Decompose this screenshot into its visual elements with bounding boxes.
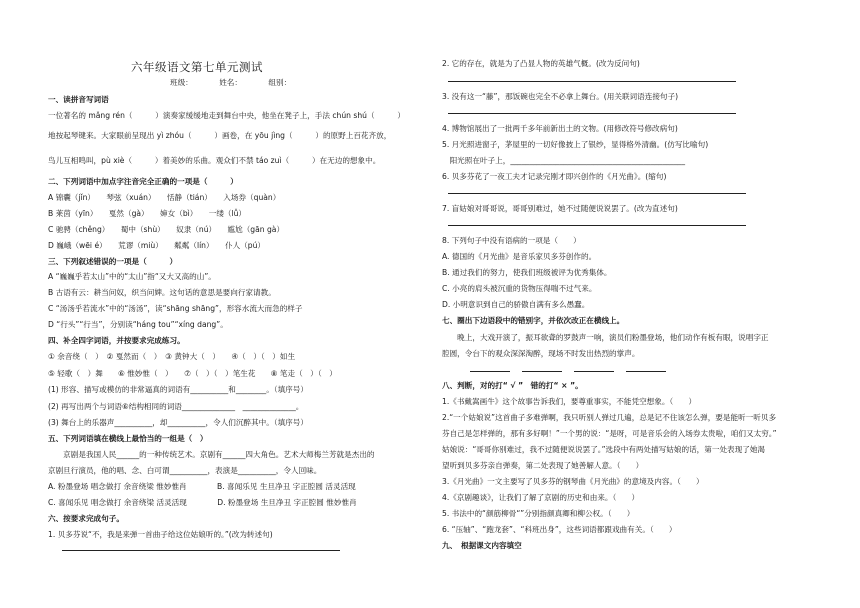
- question-line: 京剧是我国人民______的一种传统艺术。京剧有______四大角色。艺术大师梅兰芳就是杰出的: [48, 450, 375, 459]
- question-line: ⑤ 轻歌（ ）舞 ⑥ 惟妙惟（ ） ⑦（ ）（ ）笔生花 ⑧ 笔走（ ）（ ）: [48, 369, 337, 378]
- question-line: 2. 它的存在，就是为了凸显人物的英雄气概。(改为反问句): [442, 59, 640, 68]
- answer-line: [626, 371, 666, 372]
- section-heading: 五、下列词语填在横线上最恰当的一组是（ ）: [48, 434, 208, 443]
- answer-line: [448, 81, 736, 82]
- question-line: 鸟儿互相鸣叫，pù xiè（ ）着美妙的乐曲。观众们不禁 táo zuì（ ）在无边的想象中。: [48, 156, 381, 165]
- question-line: C. 小亮的肩头被沉重的货物压得喘不过气来。: [442, 284, 597, 293]
- student-info: [170, 77, 315, 88]
- question-line: B 古语有云：耕当问奴，织当问婢。这句话的意思是要向行家请教。: [48, 288, 276, 297]
- question-line: D 巍峨（wēi é） 荒谬（miù） 粼粼（lín） 仆人（pú）: [48, 241, 265, 250]
- question-line: A “巍巍乎若太山”中的“太山”指“又大又高的山”。: [48, 272, 216, 281]
- section-heading: 八、判断，对的打“ √ ” 错的打“ × ”。: [442, 381, 583, 390]
- answer-line: [574, 371, 614, 372]
- section-heading: 三、下列叙述错误的一项是（ ）: [48, 257, 178, 266]
- section-heading: 七、圈出下边语段中的错别字，并依次改正在横线上。: [442, 316, 625, 325]
- question-line: A. 德国的《月光曲》是音乐家贝多芬创作的。: [442, 252, 597, 261]
- question-line: 1.《书戴嵩画牛》这个故事告诉我们，要尊重事实，不能凭空想象。（ ）: [442, 397, 697, 406]
- question-line: C 驰骋（chěng） 蜀中（shù） 奴隶（nú） 尴尬（gān gà）: [48, 225, 285, 234]
- question-line: 腔圆，令台下的观众深深淘醉，现场不时发出热烈的掌声。: [442, 349, 640, 358]
- question-line: D. 小明意识到自己的骄傲自满有多么愚蠢。: [442, 300, 590, 309]
- question-line: (1) 形容、描写或模仿的非常逼真的词语有__________和________。（填序号）: [48, 385, 308, 394]
- section-heading: 一、读拼音写词语: [48, 95, 109, 104]
- question-line: 3. 没有这一“藤”，那饭碗也完全不必拿上舞台。(用关联词语连接句子): [442, 92, 679, 101]
- question-line: 晚上，大戏开演了，振耳欲聋的罗鼓声一响，演员们粉墨登场，他们动作有板有眼，说唱字正: [442, 333, 769, 342]
- question-line: 7. 盲姑娘对哥哥说，哥哥别难过，她不过随便说说罢了。(改为直述句): [442, 204, 678, 213]
- class-label: 班级：: [170, 78, 193, 87]
- question-line: 2.“一个姑娘说”这首曲子多难弹啊，我只听别人弹过几遍，总是记不住该怎么弹，要是能听一听贝多: [442, 413, 777, 422]
- question-line: 阳光照在叶子上，______________________________________________: [442, 156, 685, 165]
- answer-line: [448, 225, 746, 226]
- group-label: 组别：: [268, 78, 292, 87]
- question-line: 6. “压轴”、“跑龙套”、“科班出身”，这些词语都跟戏曲有关。（ ）: [442, 525, 677, 534]
- question-line: B 莱茵（yīn） 戛然（gà） 婶女（bì） 一缕（lǚ）: [48, 209, 247, 218]
- section-heading: 六、按要求完成句子。: [48, 514, 124, 523]
- question-line: 5. 月光照进窗子，茅屋里的一切好像披上了银纱，显得格外清幽。(仿写比喻句): [442, 140, 709, 149]
- question-line: 1. 贝多芬说“不，我是来弹一首曲子给这位姑娘听的。”(改为转述句): [48, 530, 273, 539]
- question-line: C. 喜闻乐见 唱念做打 余音绕梁 活灵活现 D. 粉墨登场 生旦净丑 字正腔圆 惟妙惟肖: [48, 498, 357, 507]
- question-line: C “汤汤乎若流水”中的“汤汤”，读“shāng shāng”，形容水流大而急的样子: [48, 304, 303, 313]
- question-line: 6. 贝多芬花了一夜工夫才记录完刚才即兴创作的《月光曲》。(缩句): [442, 172, 667, 181]
- answer-line: [448, 113, 736, 114]
- question-line: B. 通过我们的努力，使我们班级被评为优秀集体。: [442, 268, 612, 277]
- section-heading: 二、下列词语中加点字注音完全正确的一项是（ ）: [48, 177, 238, 186]
- answer-line: [522, 371, 562, 372]
- question-line: 8. 下列句子中没有语病的一项是（ ）: [442, 236, 581, 245]
- section-heading: 九、 根据课文内容填空: [442, 541, 522, 550]
- question-line: A. 粉墨登场 唱念做打 余音绕梁 惟妙惟肖 B. 喜闻乐见 生旦净丑 字正腔圆 活灵活现: [48, 482, 356, 491]
- question-line: A 锦囊（jǐn） 琴弦（xuán） 恬静（tián） 入场券（quàn）: [48, 193, 281, 202]
- question-line: (2) 再写出两个与词语⑥结构相同的词语______________ ______________。: [48, 402, 304, 411]
- section-heading: 四、补全四字词语，并按要求完成练习。: [48, 336, 185, 345]
- question-line: 一位著名的 mǎng rén（ ）演奏家缓缓地走到舞台中央，他坐在凳子上，手法 chún shú（ ）: [48, 111, 405, 120]
- question-line: D “行头”“行当”，分别读“háng tou”“xíng dang”。: [48, 320, 228, 329]
- question-line: (3) 舞台上的乐器声__________，却__________，令人们沉醉其中。（填序号）: [48, 418, 308, 427]
- question-line: 望听到贝多芬亲自弹奏，第二处表现了她善解人意。（ ）: [442, 461, 644, 470]
- question-line: 3.《月光曲》一文主要写了贝多芬的钢琴曲《月光曲》的意境及内容。（ ）: [442, 477, 704, 486]
- exam-title: 六年级语文第七单元测试: [131, 60, 263, 74]
- question-line: 4.《京剧趣谈》，让我们了解了京剧的历史和由来。（ ）: [442, 493, 640, 502]
- question-line: 姑娘说：“哥哥你别难过，我不过随便说说罢了。”选段中有两处描写姑娘的话，第一处表现了她渴: [442, 445, 766, 454]
- question-line: 地按起琴键来。大家眼前呈现出 yì zhóu（ ）画卷，在 yōu jìng（ ）的原野上百花齐放，: [48, 131, 392, 140]
- name-label: 姓名：: [219, 78, 242, 87]
- answer-line: [62, 550, 340, 551]
- question-line: 京剧旦行演员，他的唱、念、白可谓__________，表演是__________，令人回味。: [48, 466, 322, 475]
- question-line: 4. 博物馆展出了一批两千多年前新出土的文物。(用修改符号修改病句): [442, 124, 678, 133]
- question-line: 芬自己是怎样弹的，那有多好啊！”一个男的说：“是呀，可是音乐会的入场券太贵啦，咱们又太穷。”: [442, 429, 777, 438]
- question-line: 5. 书法中的“颜筋柳骨“”分别指颜真卿和柳公权。（ ）: [442, 509, 635, 518]
- answer-line: [448, 193, 746, 194]
- answer-line: [470, 371, 510, 372]
- question-line: ① 余音绕（ ） ② 戛然而（ ） ③ 黄钟大（ ） ④（ ）（ ）如生: [48, 352, 296, 361]
